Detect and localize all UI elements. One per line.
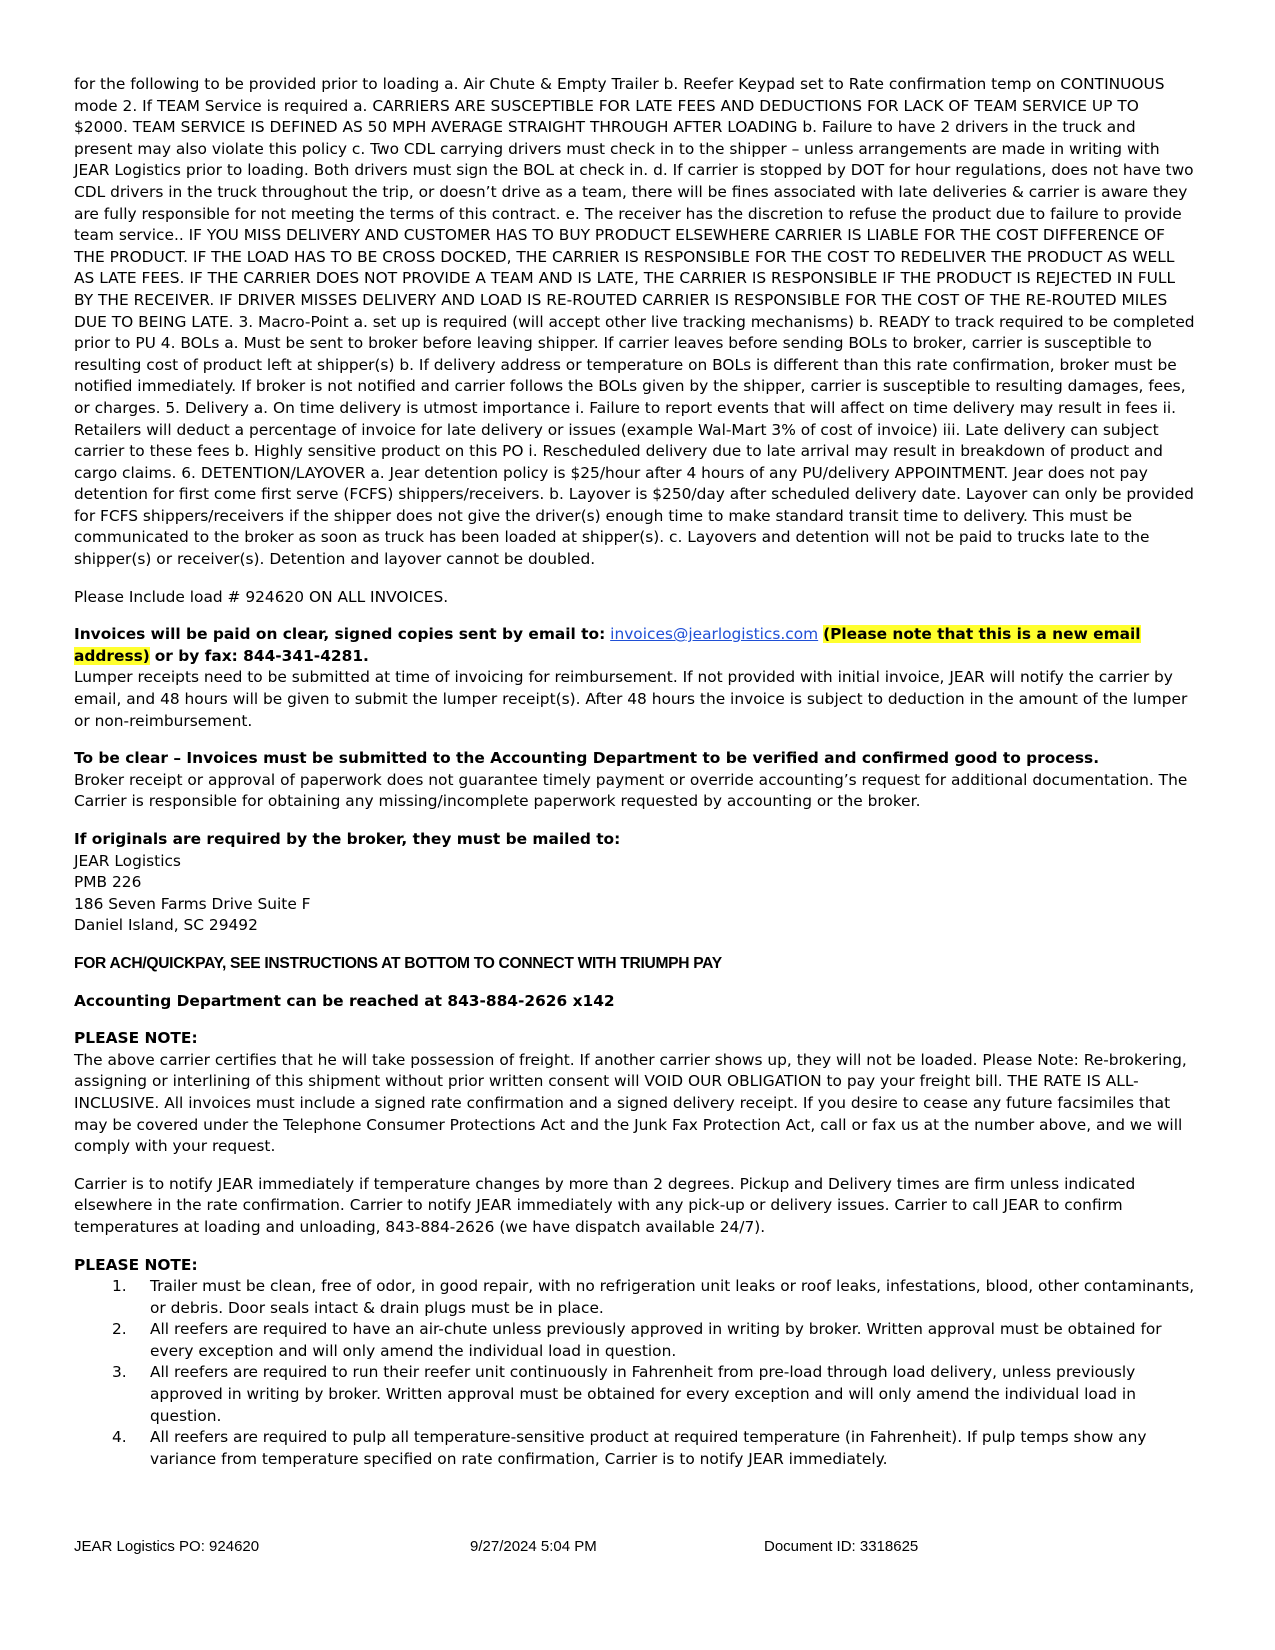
carrier-certification-text: The above carrier certifies that he will take possession of freight. If another carrier shows up, they will not be loaded. Please Note: Re-brokering, assigning or interlining of this shipment without prior written consent will VOID OUR OBLIGATION to pay your freight bill. THE RATE IS ALL-INCLUSIVE. All invoices must include a signed rate confirmation and a signed delivery receipt. If you desire to cease any future facsimiles that may be covered under the Telephone Consumer Protections Act and the Junk Fax Protection Act, call or fax us at the number above, and we will comply with your request. xyxy=(74,1050,1187,1156)
lumper-text: Lumper receipts need to be submitted at time of invoicing for reimbursement. If not provided with initial invoice, JEAR will notify the carrier by email, and 48 hours will be given to submit the lumper receipt(s). After 48 hours the invoice is subject to deduction in the amount of the lumper or non-reimbursement. xyxy=(74,668,1188,730)
address-line-4: Daniel Island, SC 29492 xyxy=(74,916,258,935)
temperature-text: Carrier is to notify JEAR immediately if temperature changes by more than 2 degrees. Pickup and Delivery times are firm unless indicated elsewhere in the rate confirmation. Carrier to notify JEAR immediately with any pick-up or delivery issues. Carrier to call JEAR to confirm temperatures at loading and unloading, 843-884-2626 (we have dispatch available 24/7). xyxy=(74,1174,1136,1236)
list-item-number: 1. xyxy=(112,1277,127,1296)
list-item-text: All reefers are required to pulp all temperature-sensitive product at required temperature (in Fahrenheit). If pulp temps show any variance from temperature specified on rate confirmation, Carrier is to notify JEAR immediately. xyxy=(150,1428,1147,1468)
list-item-text: Trailer must be clean, free of odor, in good repair, with no refrigeration unit leaks or roof leaks, infestations, blood, other contaminants, or debris. Door seals intact & drain plugs must be in place. xyxy=(150,1277,1195,1317)
list-item xyxy=(74,1427,1196,1470)
invoice-email-link[interactable]: invoices@jearlogistics.com xyxy=(610,625,819,644)
invoice-email-note: (Please note that this is a new email address) xyxy=(74,625,1141,665)
invoice-lead: Invoices will be paid on clear, signed copies sent by email to: xyxy=(74,625,606,644)
address-line-1: JEAR Logistics xyxy=(74,851,181,870)
footer-po-number: JEAR Logistics PO: 924620 xyxy=(74,1538,260,1555)
list-item-number: 4. xyxy=(112,1428,127,1447)
please-note-heading-2: PLEASE NOTE: xyxy=(74,1255,198,1274)
document-page xyxy=(74,74,1196,1470)
address-line-3: 186 Seven Farms Drive Suite F xyxy=(74,894,311,913)
list-item-number: 2. xyxy=(112,1320,127,1339)
accounting-contact: Accounting Department can be reached at 843-884-2626 x142 xyxy=(74,991,615,1010)
originals-heading: If originals are required by the broker, they must be mailed to: xyxy=(74,830,621,848)
clear-text: Broker receipt or approval of paperwork does not guarantee timely payment or override accounting’s request for additional documentation. The Carrier is responsible for obtaining any missing/incomplete paperwork requested by accounting or the broker. xyxy=(74,770,1188,811)
list-item-text: All reefers are required to run their reefer unit continuously in Fahrenheit from pre-load through load delivery, unless previously approved in writing by broker. Written approval must be obtained for every exception and will only amend the individual load in question. xyxy=(150,1363,1136,1425)
list-item xyxy=(74,1276,1196,1319)
footer-datetime: 9/27/2024 5:04 PM xyxy=(470,1538,597,1555)
terms-paragraph: for the following to be provided prior to loading a. Air Chute & Empty Trailer b. Reefer Keypad set to Rate confirmation temp on CONTINUOUS mode 2. If TEAM Service is required a. CARRIERS ARE SUSCEPTIBLE FOR LATE FEES AND DEDUCTIONS FOR LACK OF TEAM SERVICE UP TO $2000. TEAM SERVICE IS DEFINED AS 50 MPH AVERAGE STRAIGHT THROUGH AFTER LOADING b. Failure to have 2 drivers in the truck and present may also violate this policy c. Two CDL carrying drivers must check in to the shipper – unless arrangements are made in writing with JEAR Logistics prior to loading. Both drivers must sign the BOL at check in. d. If carrier is stopped by DOT for hour regulations, does not have two CDL drivers in the truck throughout the trip, or doesn’t drive as a team, there will be fines associated with late deliveries & carrier is aware they are fully responsible for not meeting the terms of this contract. e. The receiver has the discretion to refuse the product due to failure to provide team service.. IF YOU MISS DELIVERY AND CUSTOMER HAS TO BUY PRODUCT ELSEWHERE CARRIER IS LIABLE FOR THE COST DIFFERENCE OF THE PRODUCT. IF THE LOAD HAS TO BE CROSS DOCKED, THE CARRIER IS RESPONSIBLE FOR THE COST TO REDELIVER THE PRODUCT AS WELL AS LATE FEES. IF THE CARRIER DOES NOT PROVIDE A TEAM AND IS LATE, THE CARRIER IS RESPONSIBLE IF THE PRODUCT IS REJECTED IN FULL BY THE RECEIVER. IF DRIVER MISSES DELIVERY AND LOAD IS RE-ROUTED CARRIER IS RESPONSIBLE FOR THE COST OF THE RE-ROUTED MILES DUE TO BEING LATE. 3. Macro-Point a. set up is required (will accept other live tracking mechanisms) b. READY to track required to be completed prior to PU 4. BOLs a. Must be sent to broker before leaving shipper. If carrier leaves before sending BOLs to broker, carrier is susceptible to resulting cost of product left at shipper(s) b. If delivery address or temperature on BOLs is different than this rate confirmation, broker must be notified immediately. If broker is not notified and carrier follows the BOLs given by the shipper, carrier is susceptible to resulting damages, fees, or charges. 5. Delivery a. On time delivery is utmost importance i. Failure to report events that will affect on time delivery may result in fees ii. Retailers will deduct a percentage of invoice for late delivery or issues (example Wal-Mart 3% of cost of invoice) iii. Late delivery can subject carrier to these fees b. Highly sensitive product on this PO i. Rescheduled delivery due to late arrival may result in breakdown of product and cargo claims. 6. DETENTION/LAYOVER a. Jear detention policy is $25/hour after 4 hours of any PU/delivery APPOINTMENT. Jear does not pay detention for first come first serve (FCFS) shippers/receivers. b. Layover is $250/day after scheduled delivery date. Layover can only be provided for FCFS shippers/receivers if the shipper does not give the driver(s) enough time to make standard transit time to delivery. This must be communicated to the broker as soon as truck has been loaded at shipper(s). c. Layovers and detention will not be paid to trucks late to the shipper(s) or receiver(s). Detention and layover cannot be doubled. xyxy=(74,75,1195,569)
list-item xyxy=(74,1362,1196,1427)
ach-quickpay-line: FOR ACH/QUICKPAY, SEE INSTRUCTIONS AT BOTTOM TO CONNECT WITH TRIUMPH PAY xyxy=(74,954,722,972)
clear-heading: To be clear – Invoices must be submitted to the Accounting Department to be verified and confirmed good to process. xyxy=(74,749,1100,768)
footer-document-id: Document ID: 3318625 xyxy=(764,1538,919,1555)
list-item xyxy=(74,1319,1196,1362)
please-note-heading-1: PLEASE NOTE: xyxy=(74,1029,198,1048)
page-footer xyxy=(74,1538,1196,1560)
invoice-fax: or by fax: 844-341-4281. xyxy=(154,646,369,665)
address-line-2: PMB 226 xyxy=(74,873,142,892)
invoice-instructions xyxy=(74,624,1196,667)
list-item-number: 3. xyxy=(112,1363,127,1382)
trailer-requirements-list xyxy=(74,1276,1196,1470)
list-item-text: All reefers are required to have an air-chute unless previously approved in writing by broker. Written approval must be obtained for every exception and will only amend the individual load in question. xyxy=(150,1320,1162,1360)
include-load-line: Please Include load # 924620 ON ALL INVOICES. xyxy=(74,587,449,606)
